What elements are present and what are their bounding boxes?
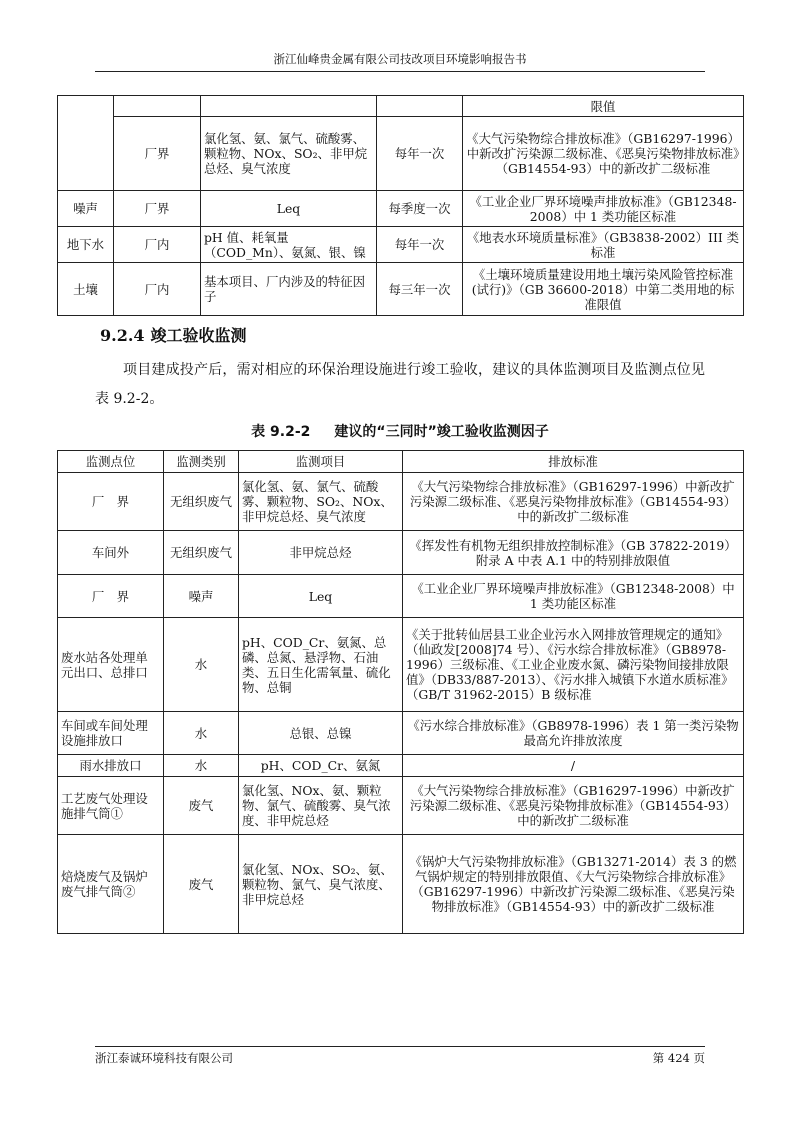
table-row (58, 473, 744, 531)
body-paragraph: 项目建成投产后，需对相应的环保治理设施进行竣工验收，建议的具体监测项目及监测点位见表 9.2-2。 (95, 362, 705, 407)
table-cell: 《大气污染物综合排放标准》（GB16297-1996）中新改扩污染源二级标准、《恶臭污染物排放标准》（GB14554-93）中的新改扩二级标准 (463, 117, 744, 191)
table-cell: 厂内 (114, 263, 201, 316)
table-cell: 废气 (164, 777, 239, 835)
table-row (58, 777, 744, 835)
table-cell: 每年一次 (377, 227, 463, 263)
table-cell: 水 (164, 712, 239, 755)
column-header: 监测点位 (58, 451, 164, 473)
section-number: 9.2.4 (100, 326, 145, 345)
table-cell: 《大气污染物综合排放标准》（GB16297-1996）中新改扩污染源二级标准、《恶臭污染物排放标准》（GB14554-93）中的新改扩二级标准 (403, 777, 744, 835)
table-cell: 厂界 (114, 191, 201, 227)
table-caption (0, 421, 800, 441)
table-row (58, 755, 744, 777)
table-cell: 废气 (164, 835, 239, 934)
table-cell (114, 96, 201, 117)
table-cell: 氯化氢、NOx、SO₂、氨、颗粒物、氯气、臭气浓度、非甲烷总烃 (239, 835, 403, 934)
table-row (58, 263, 744, 316)
table-cell: 水 (164, 618, 239, 712)
table-row (58, 96, 744, 117)
table-cell: 废水站各处理单元出口、总排口 (58, 618, 164, 712)
table-cell: 每年一次 (377, 117, 463, 191)
table-cell: 雨水排放口 (58, 755, 164, 777)
table-cell (201, 96, 377, 117)
table-cell: 厂 界 (58, 575, 164, 618)
monitoring-plan-table (57, 95, 744, 316)
column-header: 排放标准 (403, 451, 744, 473)
table-cell: 《挥发性有机物无组织排放控制标准》（GB 37822-2019）附录 A 中表 A.1 中的特别排放限值 (403, 531, 744, 575)
table-cell: 《地表水环境质量标准》（GB3838-2002）III 类标准 (463, 227, 744, 263)
table-cell: 《工业企业厂界环境噪声排放标准》（GB12348-2008）中 1 类功能区标准 (463, 191, 744, 227)
table-cell (58, 96, 114, 191)
page-footer (95, 1046, 705, 1065)
table-cell: 《工业企业厂界环境噪声排放标准》（GB12348-2008）中 1 类功能区标准 (403, 575, 744, 618)
table-row (58, 227, 744, 263)
table-cell: 车间或车间处理设施排放口 (58, 712, 164, 755)
section-heading (100, 323, 247, 346)
table-cell: 氯化氢、氨、氯气、硫酸雾、颗粒物、NOx、SO₂、非甲烷总烃、臭气浓度 (201, 117, 377, 191)
table-cell: 氯化氢、NOx、氨、颗粒物、氯气、硫酸雾、臭气浓度、非甲烷总烃 (239, 777, 403, 835)
table-cell: 氯化氢、氨、氯气、硫酸雾、颗粒物、SO₂、NOx、非甲烷总烃、臭气浓度 (239, 473, 403, 531)
table-cell: 厂 界 (58, 473, 164, 531)
table-row (58, 117, 744, 191)
table-cell: pH、COD_Cr、氨氮、总磷、总氮、悬浮物、石油类、五日生化需氧量、硫化物、总铜 (239, 618, 403, 712)
table-caption-number: 表 9.2-2 (251, 424, 311, 440)
section-title: 竣工验收监测 (150, 326, 247, 345)
table-row (58, 712, 744, 755)
table-cell: 《锅炉大气污染物排放标准》（GB13271-2014）表 3 的燃气锅炉规定的特别排放限值、《大气污染物综合排放标准》（GB16297-1996）中新改扩污染源二级标准、《恶臭污染物排放标准》（GB14554-93）中的新改扩二级标准 (403, 835, 744, 934)
table-row (58, 575, 744, 618)
table-cell: 噪声 (164, 575, 239, 618)
table-cell: 每季度一次 (377, 191, 463, 227)
table-cell: pH、COD_Cr、氨氮 (239, 755, 403, 777)
column-header: 监测项目 (239, 451, 403, 473)
table-cell: 工艺废气处理设施排气筒① (58, 777, 164, 835)
header-title: 浙江仙峰贵金属有限公司技改项目环境影响报告书 (273, 52, 527, 66)
table-row (58, 835, 744, 934)
table-cell: 噪声 (58, 191, 114, 227)
table-cell: / (403, 755, 744, 777)
table-cell: 基本项目、厂内涉及的特征因子 (201, 263, 377, 316)
table-cell: 无组织废气 (164, 473, 239, 531)
table-cell: 总银、总镍 (239, 712, 403, 755)
table-cell: 地下水 (58, 227, 114, 263)
table-cell (377, 96, 463, 117)
table-cell: 每三年一次 (377, 263, 463, 316)
table-cell: Leq (239, 575, 403, 618)
table-cell: 《土壤环境质量建设用地土壤污染风险管控标准(试行)》（GB 36600-2018）中第二类用地的标准限值 (463, 263, 744, 316)
column-header: 监测类别 (164, 451, 239, 473)
acceptance-monitoring-table (57, 450, 744, 934)
table-cell: 厂内 (114, 227, 201, 263)
table-cell: pH 值、耗氧量（COD_Mn）、氨氮、银、镍 (201, 227, 377, 263)
column-header-limit: 限值 (463, 96, 744, 117)
table-cell: 《污水综合排放标准》（GB8978-1996）表 1 第一类污染物最高允许排放浓度 (403, 712, 744, 755)
table-cell: 厂界 (114, 117, 201, 191)
page-number: 第 424 页 (652, 1051, 705, 1065)
table-cell: 《大气污染物综合排放标准》（GB16297-1996）中新改扩污染源二级标准、《恶臭污染物排放标准》（GB14554-93）中的新改扩二级标准 (403, 473, 744, 531)
page-header (95, 52, 705, 72)
table-cell: 《关于批转仙居县工业企业污水入网排放管理规定的通知》（仙政发[2008]74 号）、《污水综合排放标准》（GB8978-1996）三级标准、《工业企业废水氮、磷污染物间接排放限值》（DB33/887-2013）、《污水排入城镇下水道水质标准》（GB/T 31962-2015）B 级标准 (403, 618, 744, 712)
table-cell: 水 (164, 755, 239, 777)
table-header-row (58, 451, 744, 473)
table-cell: 车间外 (58, 531, 164, 575)
table-cell: 无组织废气 (164, 531, 239, 575)
table-row (58, 531, 744, 575)
table-cell: 土壤 (58, 263, 114, 316)
table-row (58, 618, 744, 712)
table-cell: Leq (201, 191, 377, 227)
table-caption-title: 建议的“三同时”竣工验收监测因子 (334, 424, 549, 440)
table-row (58, 191, 744, 227)
table-cell: 焙烧废气及锅炉废气排气筒② (58, 835, 164, 934)
table-cell: 非甲烷总烃 (239, 531, 403, 575)
footer-company: 浙江泰诚环境科技有限公司 (95, 1051, 233, 1065)
